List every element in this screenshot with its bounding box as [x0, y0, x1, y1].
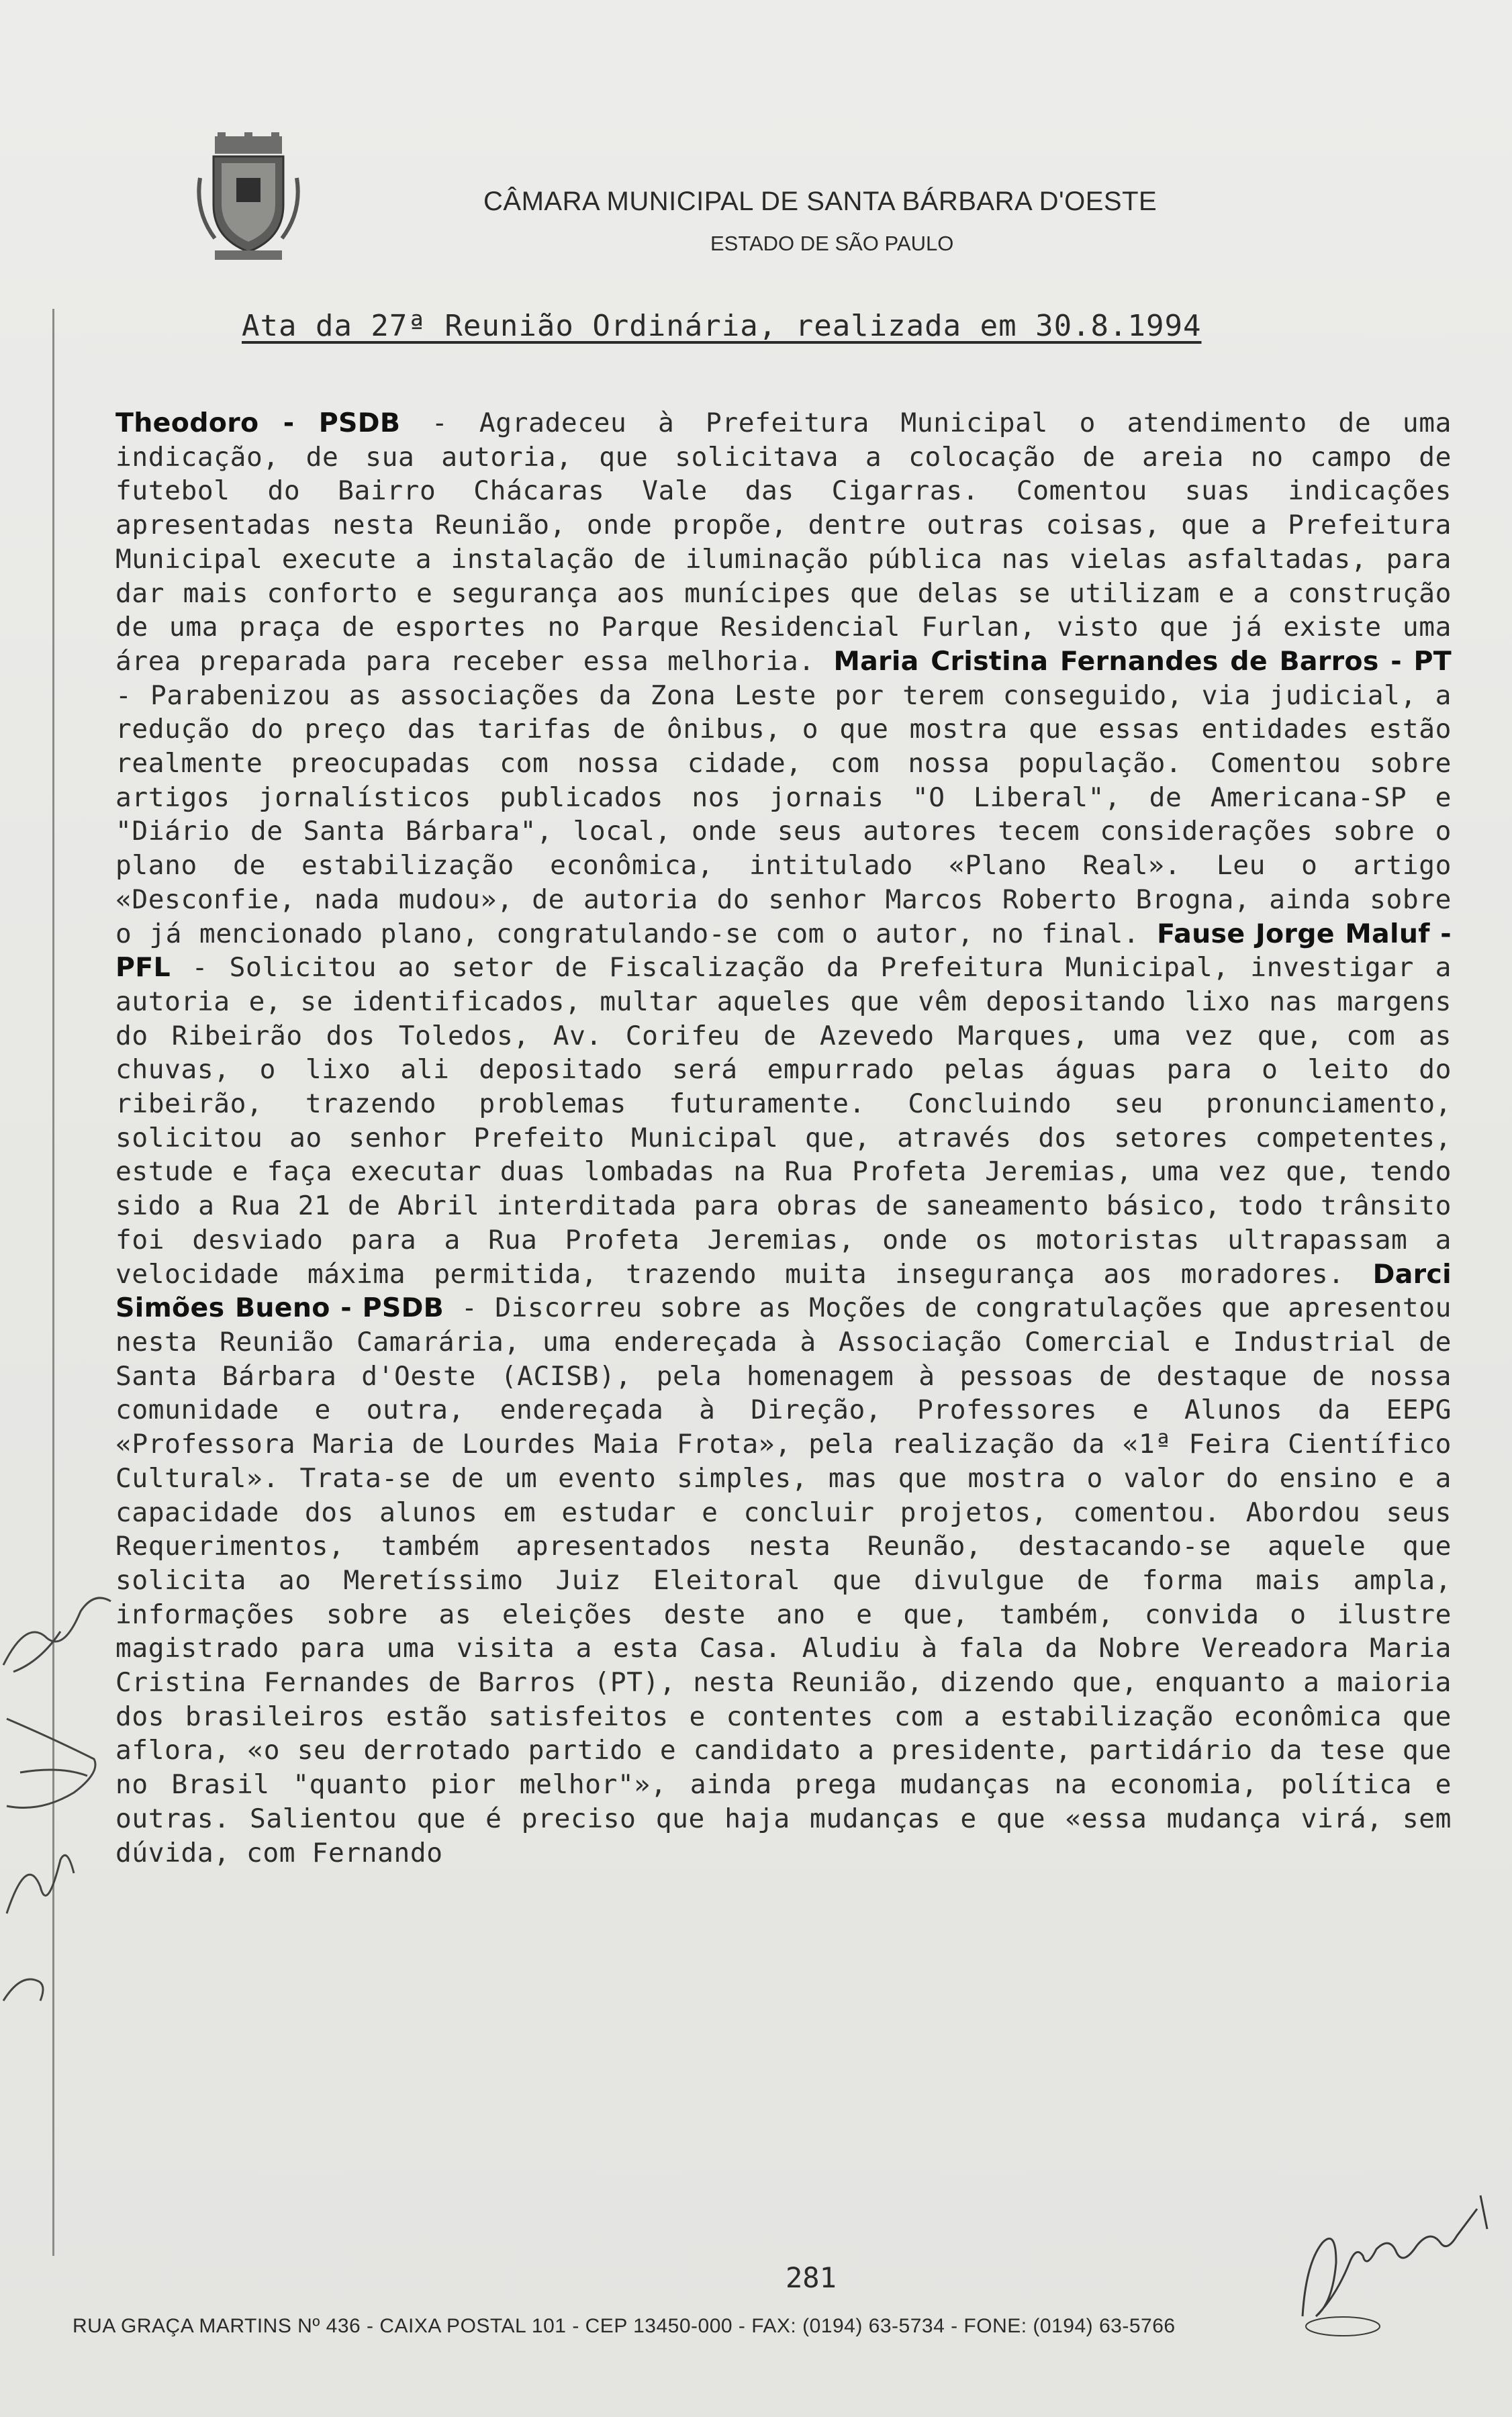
- institution-name: CÂMARA MUNICIPAL DE SANTA BÁRBARA D'OESTE: [483, 187, 1157, 216]
- speech-text: - Discorreu sobre as Moções de congratulações que apresentou nesta Reunião Camarária, uma endereçada à Associação Comercial e Industrial de Santa Bárbara d'Oeste (ACISB), pela homenagem à pessoas de destaque de nossa comunidade e outra, endereçada à Direção, Professores e Alunos da EEPG «Professora Maria de Lourdes Maia Frota», pela realização da «1ª Feira Científico Cultural». Trata-se de um evento simples, mas que mostra o valor do ensino e a capacidade dos alunos em estudar e concluir projetos, comentou. Abordou seus Requerimentos, também apresentados nesta Reunão, destacando-se aquele que solicita ao Meretíssimo Juiz Eleitoral que divulgue de forma mais ampla, informações sobre as eleições deste ano e que, também, convida o ilustre magistrado para uma visita a esta Casa. Aludiu à fala da Nobre Vereadora Maria Cristina Fernandes de Barros (PT), nesta Reunião, dizendo que, enquanto a maioria dos brasileiros estão satisfeitos e contentes com a estabilização econômica que aflora, «o seu derrotado partido e candidato a presidente, partidário da tese que no Brasil "quanto pior melhor"», ainda prega mudanças na economia, política e outras. Salientou que é preciso que haja mudanças e que «essa mudança virá, sem dúvida, com Fernando: [115, 1292, 1452, 1868]
- speech-text: - Parabenizou as associações da Zona Leste por terem conseguido, via judicial, a redução do preço das tarifas de ônibus, o que mostra que essas entidades estão realmente preocupadas com nossa cidade, com nossa população. Comentou sobre artigos jornalísticos publicados nos jornais "O Liberal", de Americana-SP e "Diário de Santa Bárbara", local, onde seus autores tecem considerações sobre o plano de estabilização econômica, intitulado «Plano Real». Leu o artigo «Desconfie, nada mudou», de autoria do senhor Marcos Roberto Brogna, ainda sobre o já mencionado plano, congratulando-se com o autor, no final.: [115, 679, 1452, 949]
- page-number: 281: [786, 2261, 837, 2294]
- initials-signature: [1296, 2182, 1497, 2336]
- speech-text: - Solicitou ao setor de Fiscalização da Prefeitura Municipal, investigar a autoria e, se identificados, multar aqueles que vêm depositando lixo nas margens do Ribeirão dos Toledos, Av. Corifeu de Azevedo Marques, uma vez que, com as chuvas, o lixo ali depositado será empurrado pelas águas para o leito do ribeirão, trazendo problemas futuramente. Concluindo seu pronunciamento, solicitou ao senhor Prefeito Municipal que, através dos setores competentes, estude e faça executar duas lombadas na Rua Profeta Jeremias, uma vez que, tendo sido a Rua 21 de Abril interditada para obras de saneamento básico, todo trânsito foi desviado para a Rua Profeta Jeremias, onde os motoristas ultrapassam a velocidade máxima permitida, trazendo muita insegurança aos moradores.: [115, 952, 1452, 1290]
- municipal-crest-icon: [195, 131, 302, 265]
- minutes-body: [115, 406, 1452, 1870]
- handwritten-signatures: [0, 1537, 128, 2021]
- speaker-name: Maria Cristina Fernandes de Barros - PT: [833, 645, 1452, 677]
- footer-address: RUA GRAÇA MARTINS Nº 436 - CAIXA POSTAL 101 - CEP 13450-000 - FAX: (0194) 63-5734 - FONE: (0194) 63-5766: [73, 2315, 1176, 2337]
- speaker-name: Darci Simões Bueno - PSDB: [115, 1258, 1452, 1324]
- speech-text: - Agradeceu à Prefeitura Municipal o atendimento de uma indicação, de sua autoria, que solicitava a colocação de areia no campo de futebol do Bairro Chácaras Vale das Cigarras. Comentou suas indicações apresentadas nesta Reunião, onde propõe, dentre outras coisas, que a Prefeitura Municipal execute a instalação de iluminação pública nas vielas asfaltadas, para dar mais conforto e segurança aos munícipes que delas se utilizam e a construção de uma praça de esportes no Parque Residencial Furlan, visto que já existe uma área preparada para receber essa melhoria.: [115, 408, 1452, 677]
- state-name: ESTADO DE SÃO PAULO: [710, 232, 954, 255]
- speaker-name: Fause Jorge Maluf - PFL: [115, 918, 1452, 984]
- minutes-title: Ata da 27ª Reunião Ordinária, realizada em 30.8.1994: [242, 309, 1202, 343]
- speaker-name: Theodoro - PSDB: [115, 408, 401, 438]
